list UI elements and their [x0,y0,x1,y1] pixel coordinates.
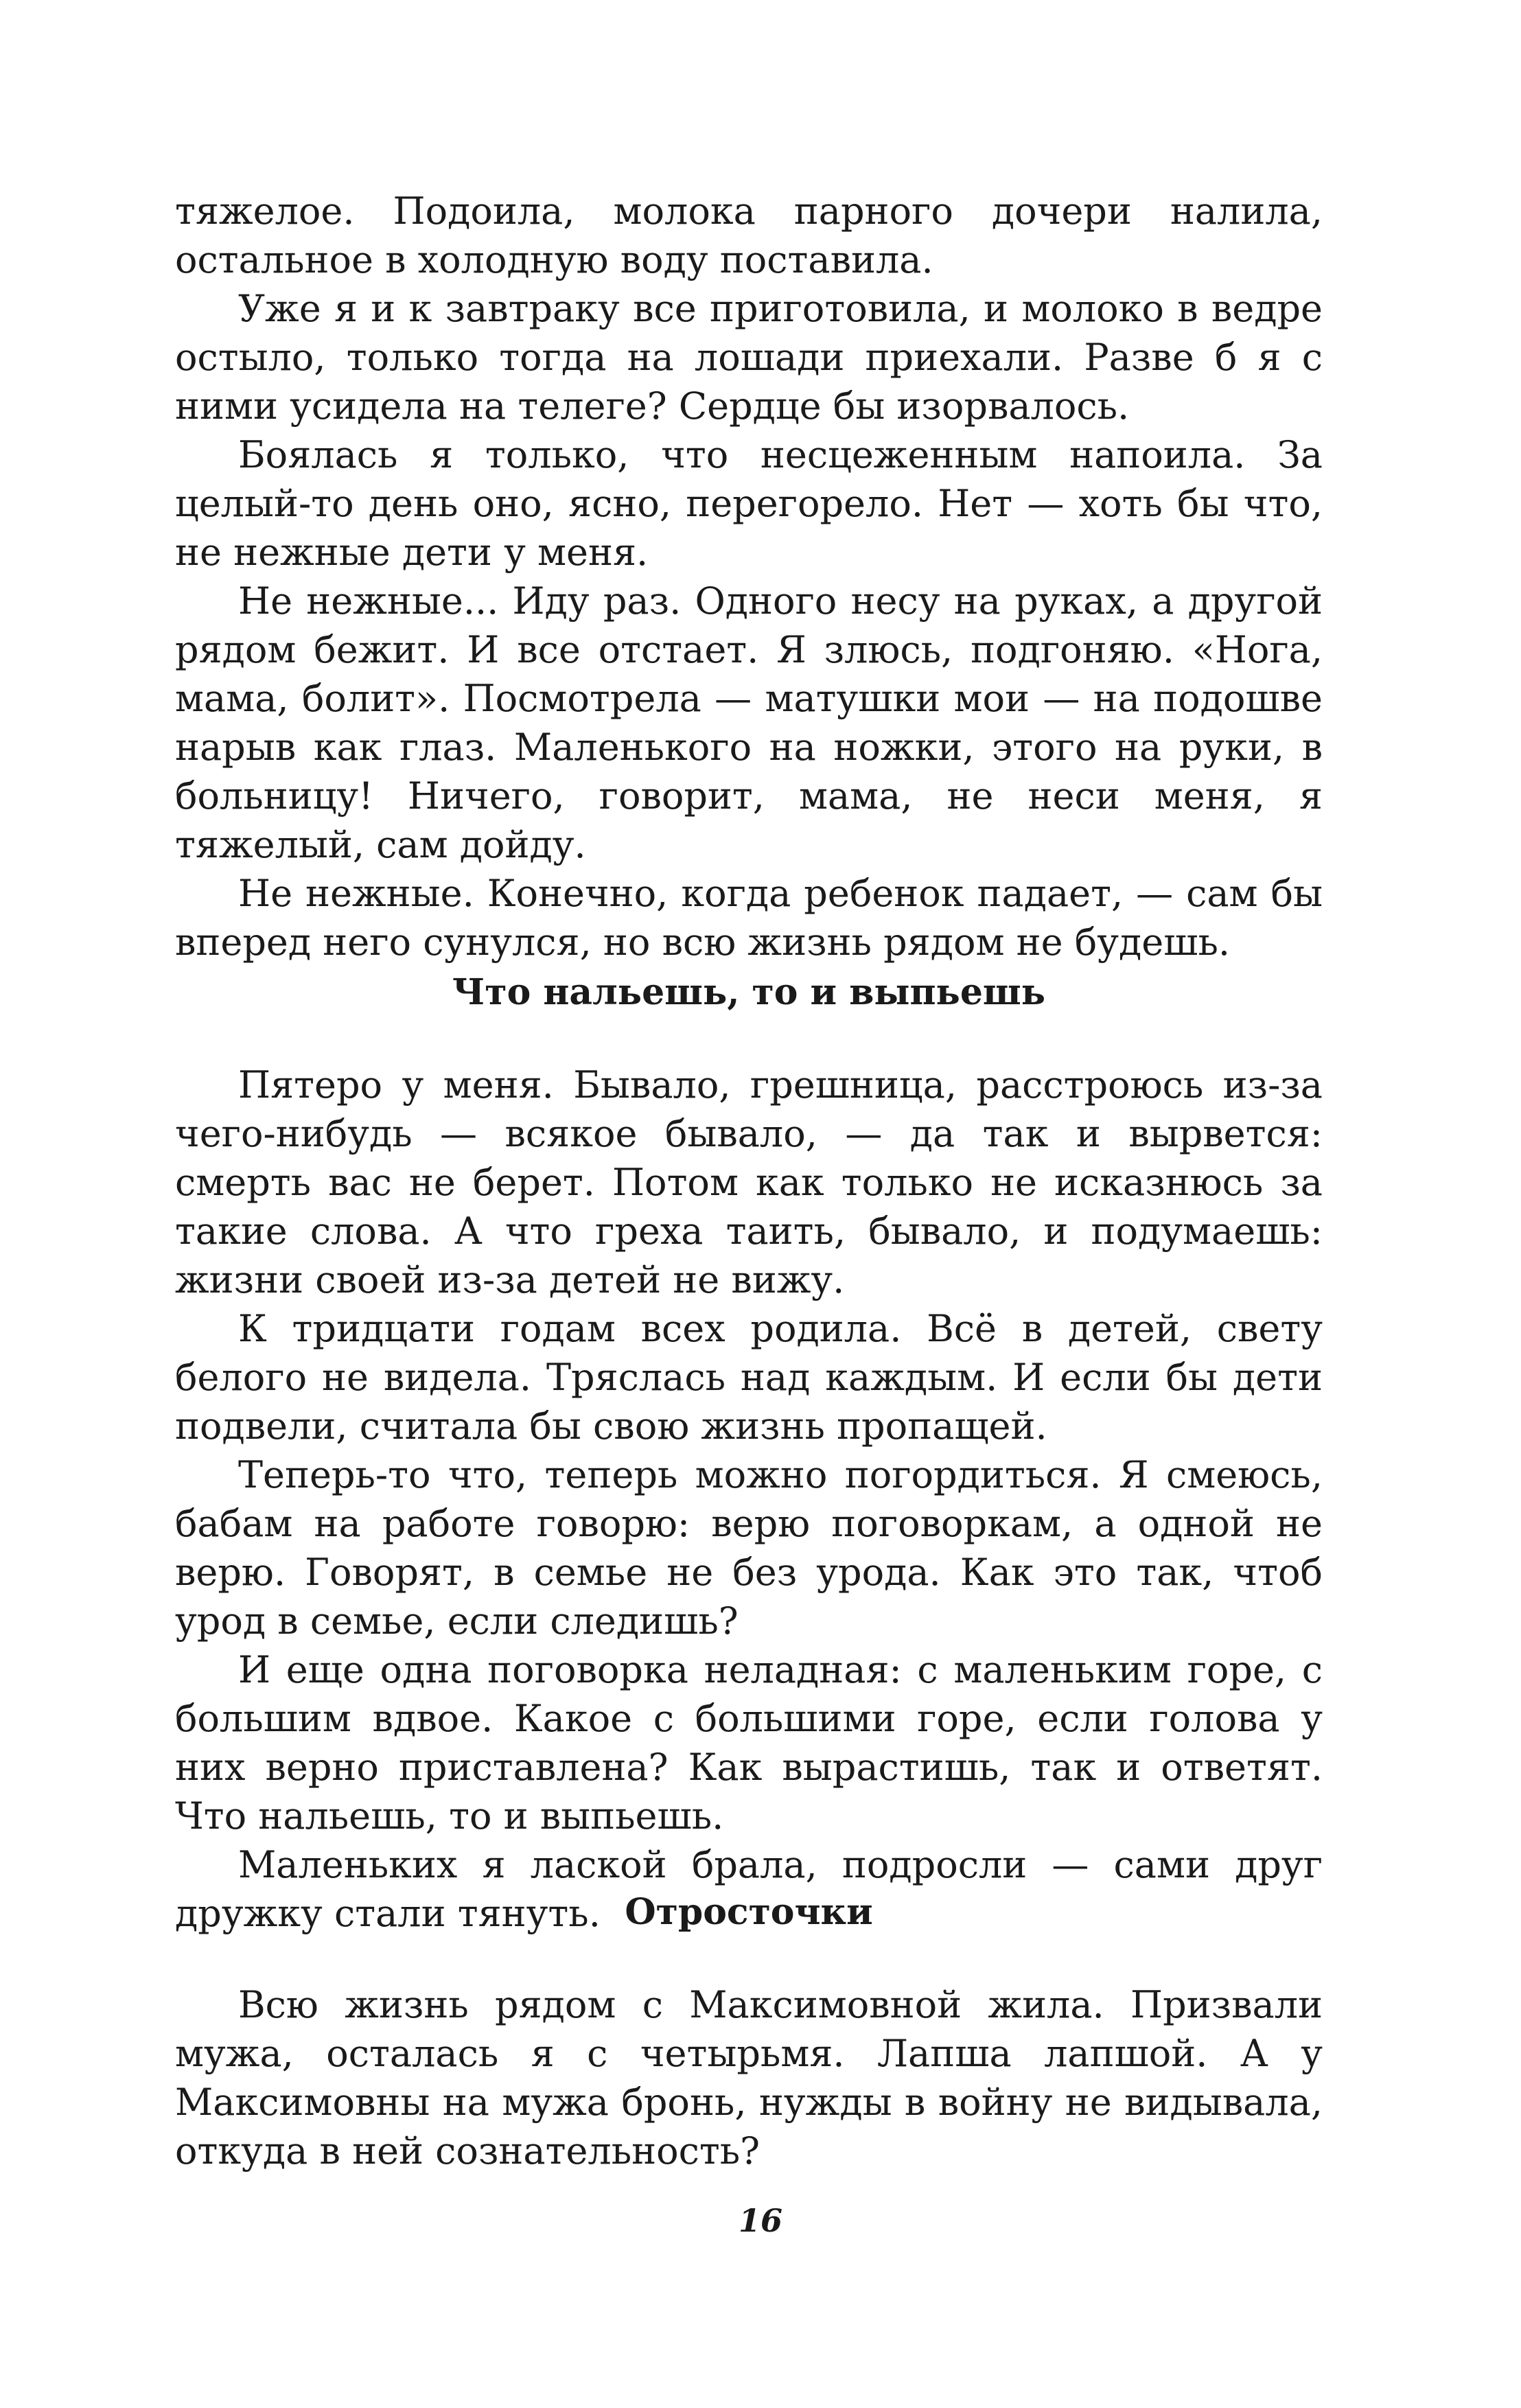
paragraph: К тридцати годам всех родила. Всё в детей, свету белого не видела. Тряслась над каждым. И если бы дети подвели, считала бы свою жизнь пропащей. [175,1307,1323,1448]
paragraph: И еще одна поговорка неладная: с маленьким горе, с большим вдвое. Какое с большими горе, если голова у них верно приставлена? Как вырастишь, так и ответят. Что нальешь, то и выпьешь. [175,1648,1323,1838]
paragraph: Маленьких я лаской брала, подросли — сами друг дружку стали тянуть. [175,1843,1323,1935]
book-page [175,187,1323,2383]
page-number: 16 [738,2202,782,2239]
section-heading: Что нальешь, то и выпьешь [452,971,1046,1013]
section-continued-text [175,187,1323,966]
paragraph: Боялась я только, что несцеженным напоила. За целый-то день оно, ясно, перегорело. Нет — хоть бы что, не нежные дети у меня. [175,433,1323,574]
section-what-you-pour [175,968,1323,1938]
paragraph: Не нежные. Конечно, когда ребенок падает, — сам бы вперед него сунулся, но всю жизнь рядом не будешь. [175,872,1323,964]
paragraph: Теперь-то что, теперь можно погордиться. Я смеюсь, бабам на работе говорю: верю поговоркам, а одной не верю. Говорят, в семье не без урода. Как это так, чтоб урод в семье, если следишь? [175,1453,1323,1643]
paragraph: Пятеро у меня. Бывало, грешница, расстроюсь из-за чего-нибудь — всякое бывало, — да так и вырвется: смерть вас не берет. Потом как только не исказнюсь за такие слова. А что греха таить, бывало, и подумаешь: жизни своей из-за детей не вижу. [175,1063,1323,1301]
paragraph: Не нежные... Иду раз. Одного несу на руках, а другой рядом бежит. И все отстает. Я злюсь, подгоняю. «Нога, мама, болит». Посмотрела — матушки мои — на подошве нарыв как глаз. Маленького на ножки, этого на руки, в больницу! Ничего, говорит, мама, не неси меня, я тяжелый, сам дойду. [175,579,1323,866]
paragraph: Всю жизнь рядом с Максимовной жила. Призвали мужа, осталась я с четырьмя. Лапша лапшой. А у Максимовны на мужа бронь, нужды в войну не видывала, откуда в ней сознательность? [175,1983,1323,2173]
section-shoots [175,1888,1323,2175]
section-heading: Отросточки [625,1891,873,1933]
paragraph: Уже я и к завтраку все приготовила, и молоко в ведре остыло, только тогда на лошади приехали. Разве б я с ними усидела на телеге? Сердце бы изорвалось. [175,287,1323,428]
paragraph: тяжелое. Подоила, молока парного дочери налила, остальное в холодную воду поставила. [175,189,1323,281]
